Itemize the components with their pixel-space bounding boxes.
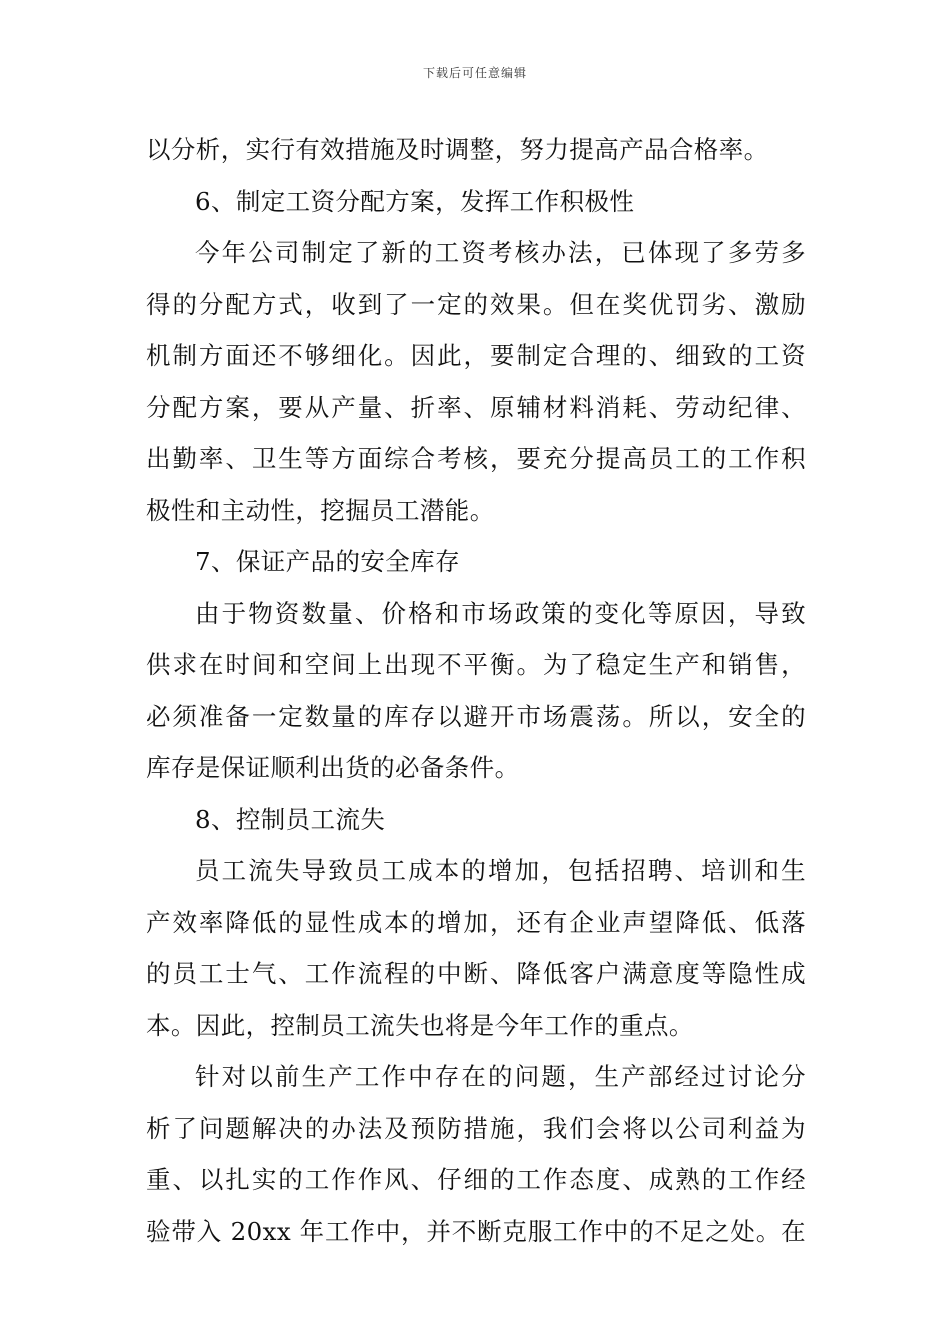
document-body <box>146 124 806 1257</box>
text-line: 重、以扎实的工作作风、仔细的工作态度、成熟的工作经 <box>146 1165 806 1194</box>
text-line: 7、保证产品的安全库存 <box>195 547 460 576</box>
text-line: 供求在时间和空间上出现不平衡。为了稳定生产和销售， <box>146 650 806 679</box>
text-line: 以分析，实行有效措施及时调整，努力提高产品合格率。 <box>146 135 769 164</box>
text-line: 验带入 20xx 年工作中，并不断克服工作中的不足之处。在 <box>146 1216 806 1246</box>
text-line: 的员工士气、工作流程的中断、降低客户满意度等隐性成 <box>146 959 806 988</box>
text-line: 出勤率、卫生等方面综合考核，要充分提高员工的工作积 <box>146 444 806 473</box>
text-line: 由于物资数量、价格和市场政策的变化等原因，导致 <box>195 598 806 628</box>
text-line: 极性和主动性，挖掘员工潜能。 <box>146 495 495 525</box>
text-line: 得的分配方式，收到了一定的效果。但在奖优罚劣、激励 <box>146 289 806 319</box>
text-line: 6、制定工资分配方案，发挥工作积极性 <box>195 186 635 216</box>
text-line: 员工流失导致员工成本的增加，包括招聘、培训和生 <box>195 856 806 885</box>
text-line: 今年公司制定了新的工资考核办法，已体现了多劳多 <box>195 238 806 267</box>
page-header: 下载后可任意编辑 <box>422 66 527 80</box>
text-line: 析了问题解决的办法及预防措施，我们会将以公司利益为 <box>146 1113 806 1143</box>
text-line: 机制方面还不够细化。因此，要制定合理的、细致的工资 <box>146 341 806 370</box>
text-line: 分配方案，要从产量、折率、原辅材料消耗、劳动纪律、 <box>146 392 806 422</box>
text-line: 产效率降低的显性成本的增加，还有企业声望降低、低落 <box>146 907 806 937</box>
text-line: 必须准备一定数量的库存以避开市场震荡。所以，安全的 <box>146 701 806 731</box>
text-line: 本。因此，控制员工流失也将是今年工作的重点。 <box>146 1010 694 1040</box>
text-line: 库存是保证顺利出货的必备条件。 <box>146 753 520 782</box>
text-line: 针对以前生产工作中存在的问题，生产部经过讨论分 <box>195 1062 806 1091</box>
text-line: 8、控制员工流失 <box>195 804 386 834</box>
